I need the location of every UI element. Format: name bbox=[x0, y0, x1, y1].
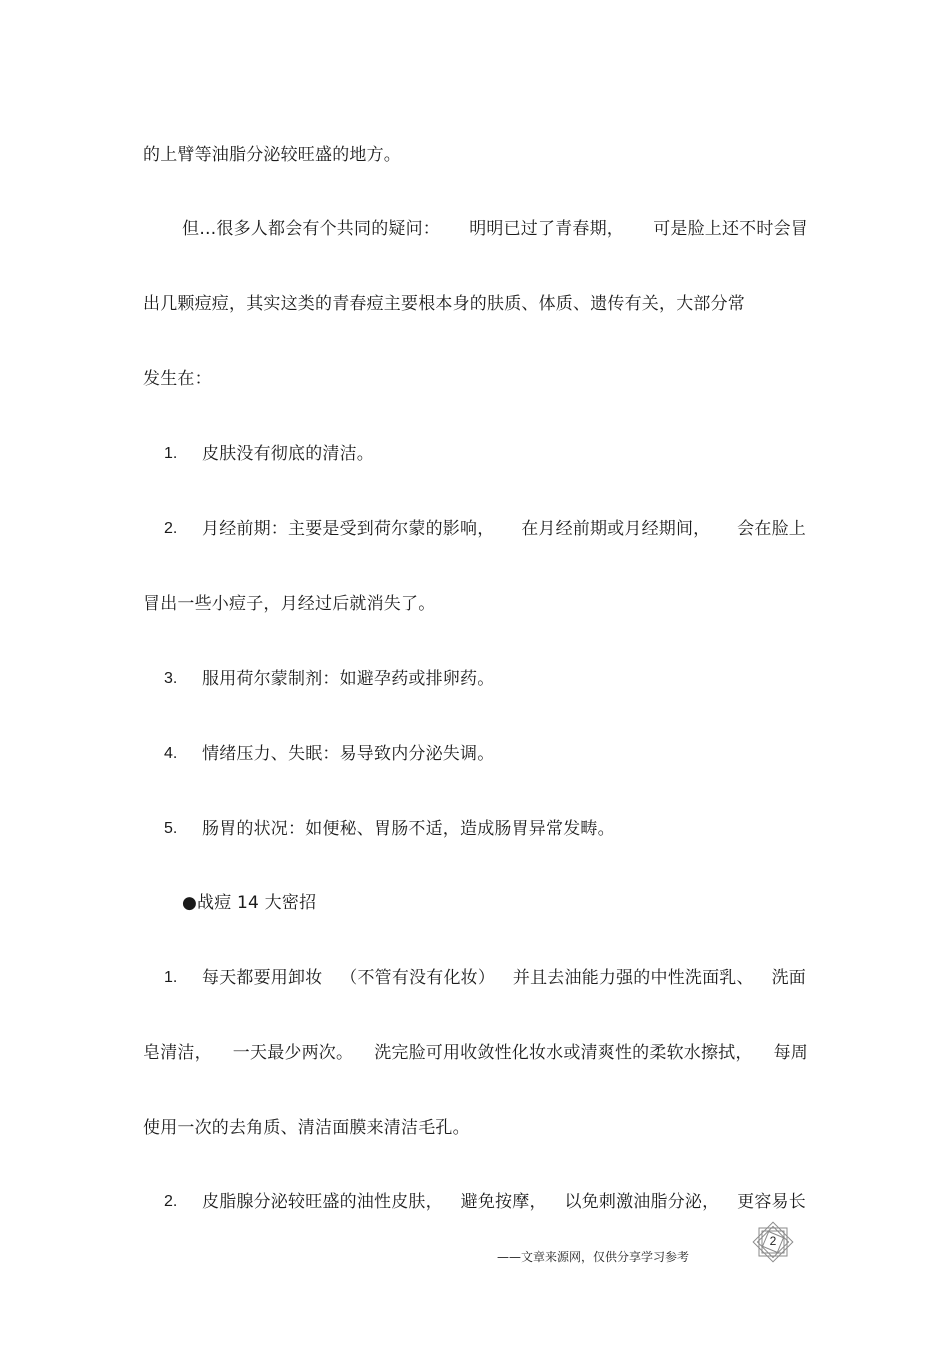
list-number: 4. bbox=[164, 745, 178, 762]
text-segment: 并且去油能力强的中性洗面乳、 bbox=[512, 968, 754, 988]
list-number: 1. bbox=[164, 445, 178, 462]
text-segment: 更容易长 bbox=[737, 1192, 806, 1212]
list-item-continuation bbox=[143, 1042, 808, 1064]
list-number: 1. bbox=[164, 969, 178, 986]
text-segment: 月经前期：主要是受到荷尔蒙的影响， bbox=[202, 519, 495, 539]
text-segment: 但…很多人都会有个共同的疑问： bbox=[182, 219, 440, 239]
paragraph-question-line-3: 发生在： bbox=[143, 369, 212, 389]
text-segment: 以免刺激油脂分泌， bbox=[564, 1192, 720, 1212]
list-item-text bbox=[202, 518, 806, 540]
list-number: 2. bbox=[164, 1193, 178, 1210]
text-segment: 在月经前期或月经期间， bbox=[521, 519, 711, 539]
list-item-text bbox=[202, 967, 806, 989]
list-item-text: 情绪压力、失眠：易导致内分泌失调。 bbox=[202, 744, 495, 764]
list-number: 3. bbox=[164, 670, 178, 687]
list-item-text: 皮肤没有彻底的清洁。 bbox=[202, 444, 374, 464]
text-segment: 皂清洁， bbox=[143, 1043, 212, 1063]
paragraph-question-line-2: 出几颗痘痘，其实这类的青春痘主要根本身的肤质、体质、遗传有关，大部分常 bbox=[143, 294, 745, 314]
text-segment: （不管有没有化妆） bbox=[340, 968, 496, 988]
text-segment: 会在脸上 bbox=[737, 519, 806, 539]
text-segment: 洗面 bbox=[771, 968, 806, 988]
text-segment: 明明已过了青春期， bbox=[469, 219, 624, 239]
text-segment: 每周 bbox=[773, 1043, 808, 1063]
list-number: 2. bbox=[164, 520, 178, 537]
text-segment: 洗完脸可用收敛性化妆水或清爽性的柔软水擦拭， bbox=[374, 1043, 753, 1063]
footer-source-note: ——文章来源网，仅供分享学习参考 bbox=[497, 1250, 690, 1264]
text-segment: 一天最少两次。 bbox=[232, 1043, 354, 1063]
text-segment: 每天都要用卸妆 bbox=[202, 968, 323, 988]
paragraph-intro-end: 的上臂等油脂分泌较旺盛的地方。 bbox=[143, 145, 401, 165]
list-item-continuation: 冒出一些小痘子，月经过后就消失了。 bbox=[143, 594, 436, 614]
page-number-badge bbox=[750, 1219, 796, 1265]
paragraph-question-line-1 bbox=[182, 218, 808, 240]
text-segment: 避免按摩， bbox=[460, 1192, 547, 1212]
list-number: 5. bbox=[164, 820, 178, 837]
list-item-text: 肠胃的状况：如便秘、胃肠不适，造成肠胃异常发畴。 bbox=[202, 819, 615, 839]
page-number: 2 bbox=[769, 1234, 777, 1248]
text-segment: 皮脂腺分泌较旺盛的油性皮肤， bbox=[202, 1192, 443, 1212]
list-item-text: 服用荷尔蒙制剂：如避孕药或排卵药。 bbox=[202, 669, 495, 689]
section-heading: ●战痘 14 大密招 bbox=[182, 893, 317, 913]
text-segment: 可是脸上还不时会冒 bbox=[653, 219, 808, 239]
list-item-continuation: 使用一次的去角质、清洁面膜来清洁毛孔。 bbox=[143, 1118, 470, 1138]
list-item-text bbox=[202, 1191, 806, 1213]
